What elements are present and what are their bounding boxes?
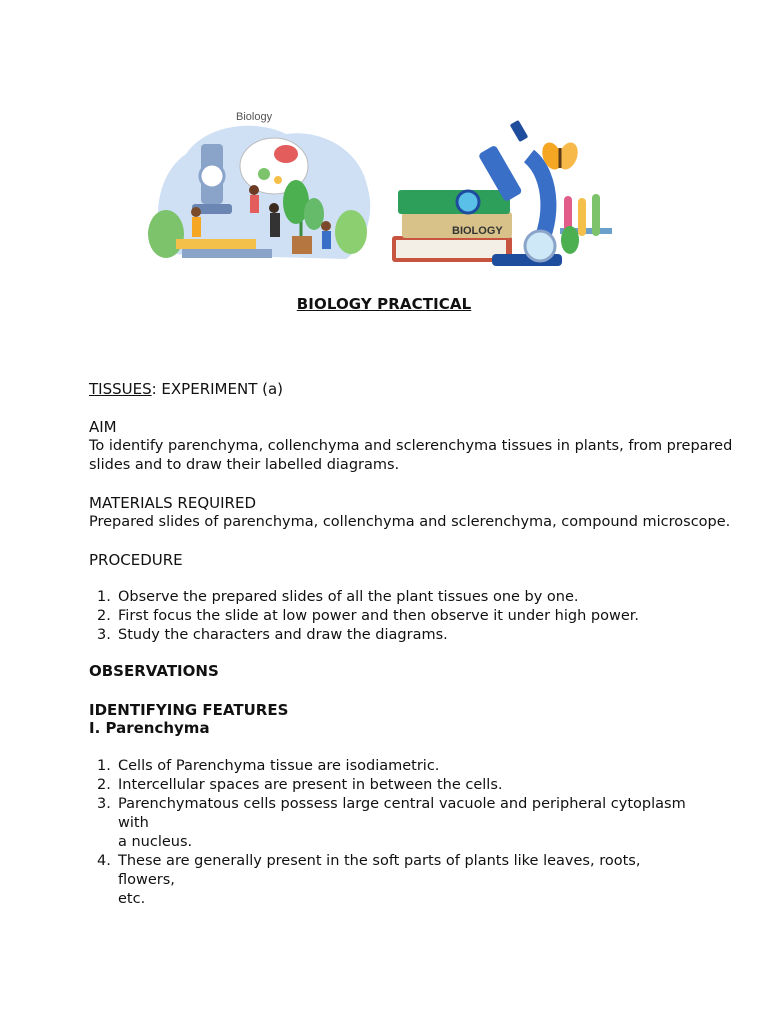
observations-heading: OBSERVATIONS	[89, 662, 219, 680]
parenchyma-subheading: I. Parenchyma	[89, 719, 210, 737]
feature-text: These are generally present in the soft parts of plants like leaves, roots, flowers,	[118, 853, 641, 888]
step-number: 3.	[97, 627, 111, 643]
features-heading: IDENTIFYING FEATURES	[89, 701, 289, 719]
procedure-heading: PROCEDURE	[89, 551, 183, 569]
step-number: 2.	[97, 608, 111, 624]
aim-text-line-1: To identify parenchyma, collenchyma and sclerenchyma tissues in plants, from prepared	[89, 438, 733, 454]
feature-number: 4.	[97, 853, 111, 869]
book-spine-label: BIOLOGY	[452, 225, 503, 237]
step-text: First focus the slide at low power and then observe it under high power.	[118, 608, 639, 624]
feature-text: Parenchymatous cells possess large central vacuole and peripheral cytoplasm with	[118, 796, 686, 831]
experiment-heading	[89, 380, 283, 399]
procedure-step	[89, 626, 689, 645]
materials-text: Prepared slides of parenchyma, collenchyma and sclerenchyma, compound microscope.	[89, 514, 731, 530]
experiment-label: TISSUES	[89, 380, 152, 398]
procedure-step	[89, 607, 689, 626]
feature-item	[89, 852, 689, 909]
features-list	[89, 757, 689, 909]
microscope-books-illustration	[384, 116, 622, 274]
feature-text: Intercellular spaces are present in between the cells.	[118, 777, 503, 793]
step-text: Observe the prepared slides of all the plant tissues one by one.	[118, 589, 579, 605]
biology-lab-illustration	[146, 104, 378, 266]
feature-item	[89, 757, 689, 776]
feature-item	[89, 795, 689, 852]
feature-number: 1.	[97, 758, 111, 774]
feature-text-continued: a nucleus.	[118, 834, 193, 850]
step-text: Study the characters and draw the diagrams.	[118, 627, 448, 643]
procedure-step	[89, 588, 689, 607]
aim-heading: AIM	[89, 418, 117, 436]
document-title: BIOLOGY PRACTICAL	[296, 295, 472, 313]
step-number: 1.	[97, 589, 111, 605]
feature-text: Cells of Parenchyma tissue are isodiametric.	[118, 758, 440, 774]
aim-text-line-2: slides and to draw their labelled diagrams.	[89, 457, 400, 473]
feature-text-continued: etc.	[118, 891, 146, 907]
procedure-list	[89, 588, 689, 645]
feature-item	[89, 776, 689, 795]
feature-number: 2.	[97, 777, 111, 793]
feature-number: 3.	[97, 796, 111, 812]
illustration-label: Biology	[236, 111, 273, 123]
materials-heading: MATERIALS REQUIRED	[89, 494, 256, 512]
experiment-title: : EXPERIMENT (a)	[151, 380, 284, 398]
